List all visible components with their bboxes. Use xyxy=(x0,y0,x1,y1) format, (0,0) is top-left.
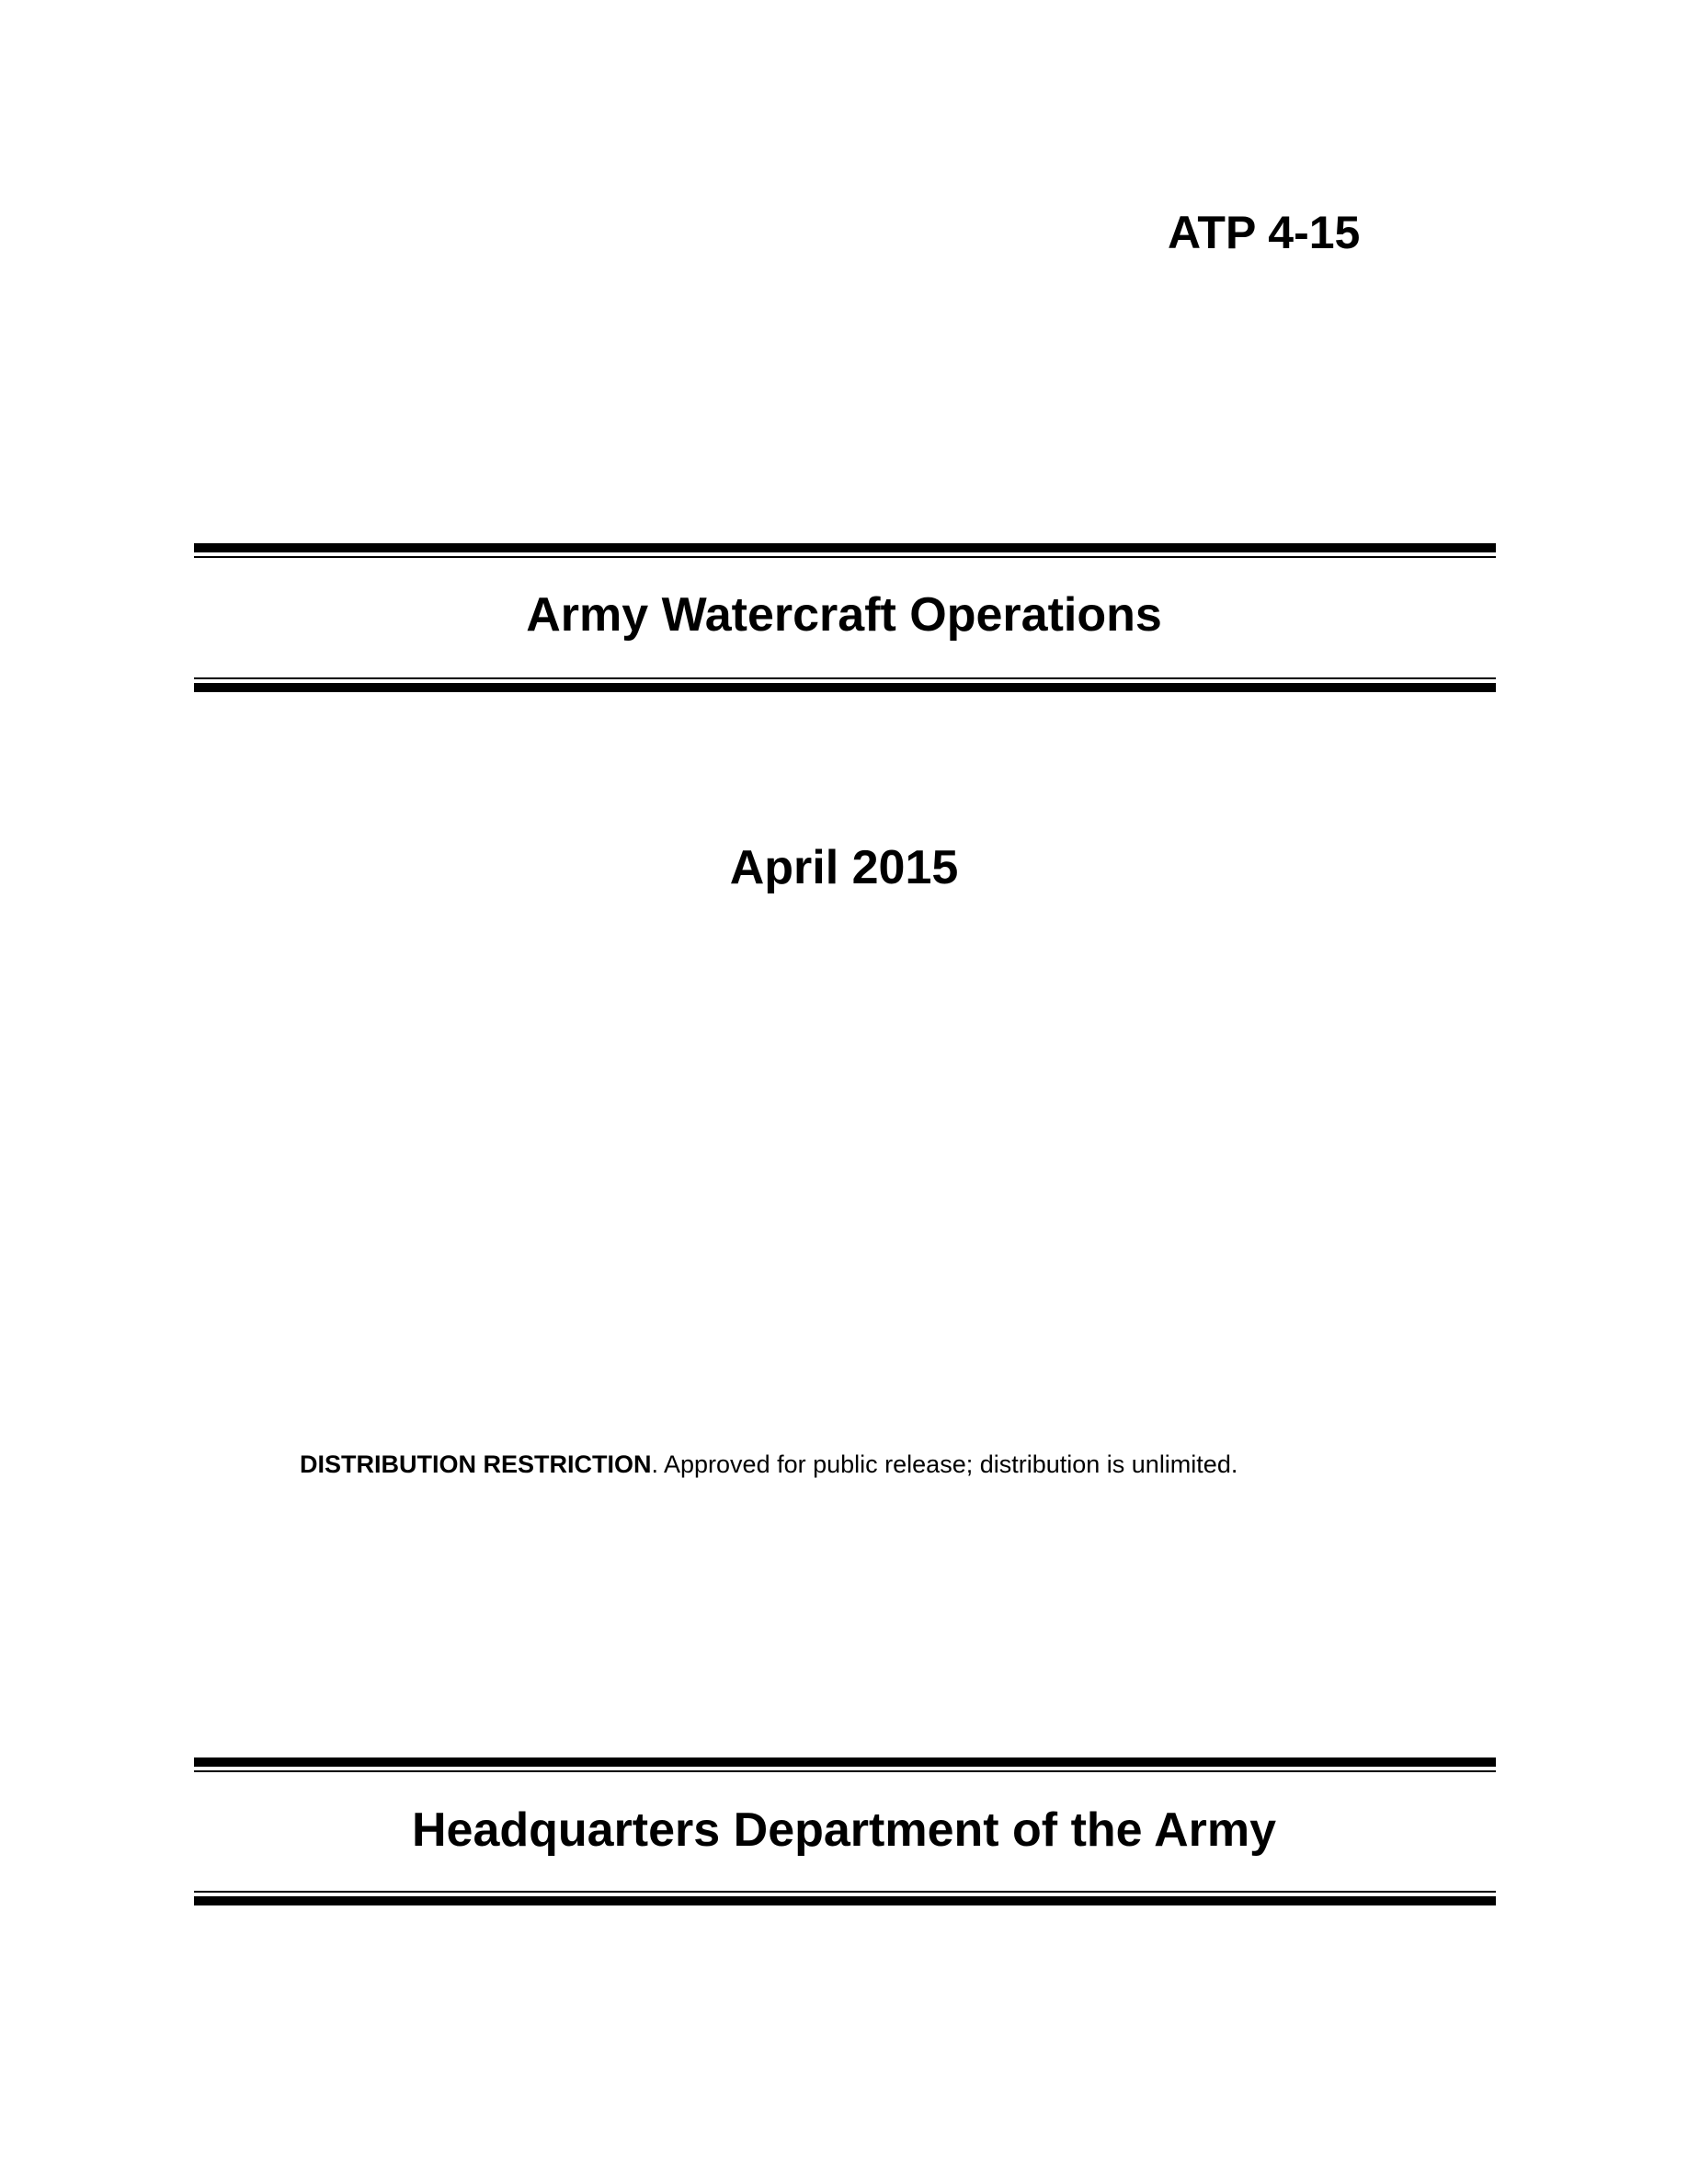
issuing-authority: Headquarters Department of the Army xyxy=(411,1803,1277,1857)
title-bottom-rule xyxy=(194,677,1496,692)
publication-number: ATP 4-15 xyxy=(1168,207,1361,258)
title-top-rule xyxy=(194,543,1496,558)
distribution-text: . Approved for public release; distribution is unlimited. xyxy=(651,1450,1238,1478)
distribution-statement xyxy=(300,1452,1237,1477)
document-title: Army Watercraft Operations xyxy=(526,588,1162,642)
distribution-label: DISTRIBUTION RESTRICTION xyxy=(300,1450,652,1478)
publication-date: April 2015 xyxy=(729,841,959,894)
issuer-top-rule xyxy=(194,1757,1496,1772)
issuer-bottom-rule xyxy=(194,1891,1496,1905)
